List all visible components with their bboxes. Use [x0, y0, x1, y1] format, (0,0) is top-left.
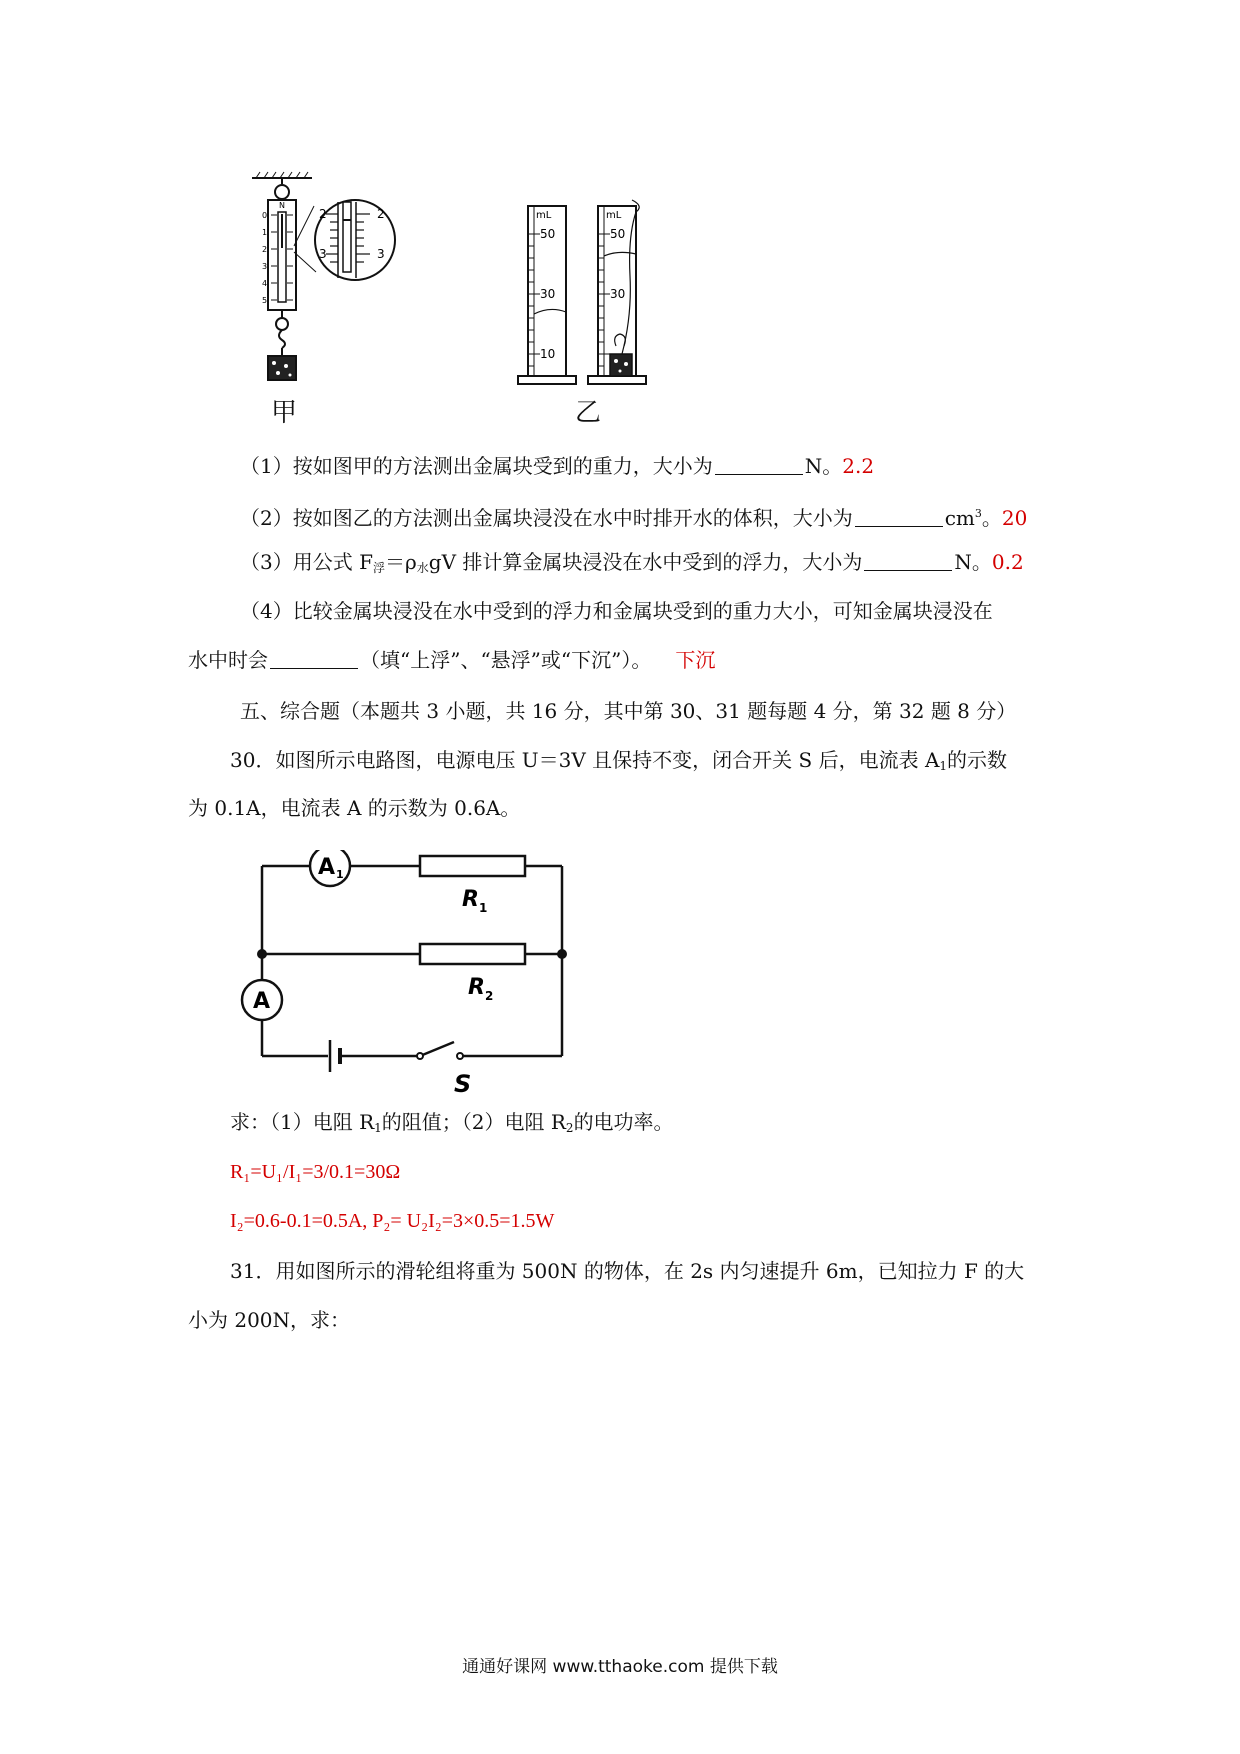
cylinder-mark: 30: [610, 287, 626, 301]
cylinder-unit-label: mL: [536, 210, 552, 221]
answer-blank: [715, 454, 803, 475]
q29-part3: （3）用公式 F浮＝ρ水gV 排计算金属块浸没在水中受到的浮力，大小为 N。0.2: [240, 550, 1024, 575]
cylinder-mark: 10: [540, 347, 556, 361]
resistor-r1-label: R: [462, 887, 479, 912]
q30-answer-1: R₁=U₁/I₁=3/0.1=30Ω: [230, 1161, 401, 1183]
q31-line1: 31．用如图所示的滑轮组将重为 500N 的物体，在 2s 内匀速提升 6m，已知拉力 F 的大: [230, 1259, 1025, 1283]
scale-mark: 3: [262, 262, 268, 271]
circuit-diagram: [240, 850, 580, 1100]
scale-unit-label: N: [279, 201, 285, 210]
resistor-r2-label: R: [468, 975, 485, 1000]
answer-blank: [270, 648, 358, 669]
cylinder-mark: 50: [540, 227, 556, 241]
zoom-mark: 2: [319, 207, 327, 221]
figure-label-jia: 甲: [271, 398, 298, 428]
answer-value: 2.2: [842, 454, 875, 478]
answer-value: 下沉: [675, 648, 716, 672]
figure-label-yi: 乙: [575, 398, 602, 428]
scale-mark: 5: [262, 296, 268, 305]
q30-line2: 为 0.1A，电流表 A 的示数为 0.6A。: [188, 796, 521, 820]
zoom-mark: 3: [319, 247, 327, 261]
page-footer: 通通好课网 www.tthaoke.com 提供下载: [462, 1657, 778, 1677]
answer-value: 20: [1001, 506, 1028, 530]
graduated-cylinder-figure: [510, 196, 670, 392]
scale-mark: 2: [262, 245, 268, 254]
q29-part1: （1）按如图甲的方法测出金属块受到的重力，大小为 N。2.2: [240, 454, 875, 478]
ammeter-a-label: A: [253, 989, 271, 1014]
ammeter-a1-sub: 1: [336, 868, 344, 881]
scale-mark: 4: [262, 279, 268, 288]
answer-blank: [864, 550, 952, 571]
q30-answer-2: I₂=0.6-0.1=0.5A, P₂= U₂I₂=3×0.5=1.5W: [230, 1210, 555, 1232]
q30-line1: 30．如图所示电路图，电源电压 U＝3V 且保持不变，闭合开关 S 后，电流表 A1的示数: [230, 748, 1008, 773]
resistor-r2-sub: 2: [485, 989, 494, 1003]
answer-value: 0.2: [991, 550, 1024, 574]
section-heading: 五、综合题（本题共 3 小题，共 16 分，其中第 30、31 题每题 4 分，第 32 题 8 分）: [240, 699, 1017, 723]
answer-blank: [855, 506, 943, 527]
q29-part2: （2）按如图乙的方法测出金属块浸没在水中时排开水的体积，大小为 $cm^3$。20: [240, 506, 1028, 530]
cylinder-mark: 50: [610, 227, 626, 241]
scale-mark: 0: [262, 211, 268, 220]
switch-label: S: [454, 1070, 472, 1098]
resistor-r1-sub: 1: [479, 901, 488, 915]
scale-mark: 1: [262, 228, 268, 237]
zoom-mark: 3: [377, 247, 385, 261]
q29-part4: （4）比较金属块浸没在水中受到的浮力和金属块受到的重力大小，可知金属块浸没在: [240, 599, 993, 623]
zoom-mark: 2: [377, 207, 385, 221]
spring-scale-figure: [240, 170, 420, 400]
q29-part4-cont: 水中时会 （填“上浮”、“悬浮”或“下沉”）。 下沉: [188, 648, 716, 672]
ammeter-a1-label: A: [318, 855, 336, 880]
q31-line2: 小为 200N，求：: [188, 1308, 351, 1332]
q30-ask: 求：（1）电阻 R1的阻值；（2）电阻 R2的电功率。: [230, 1110, 674, 1135]
cylinder-unit-label: mL: [606, 210, 622, 221]
cylinder-mark: 30: [540, 287, 556, 301]
